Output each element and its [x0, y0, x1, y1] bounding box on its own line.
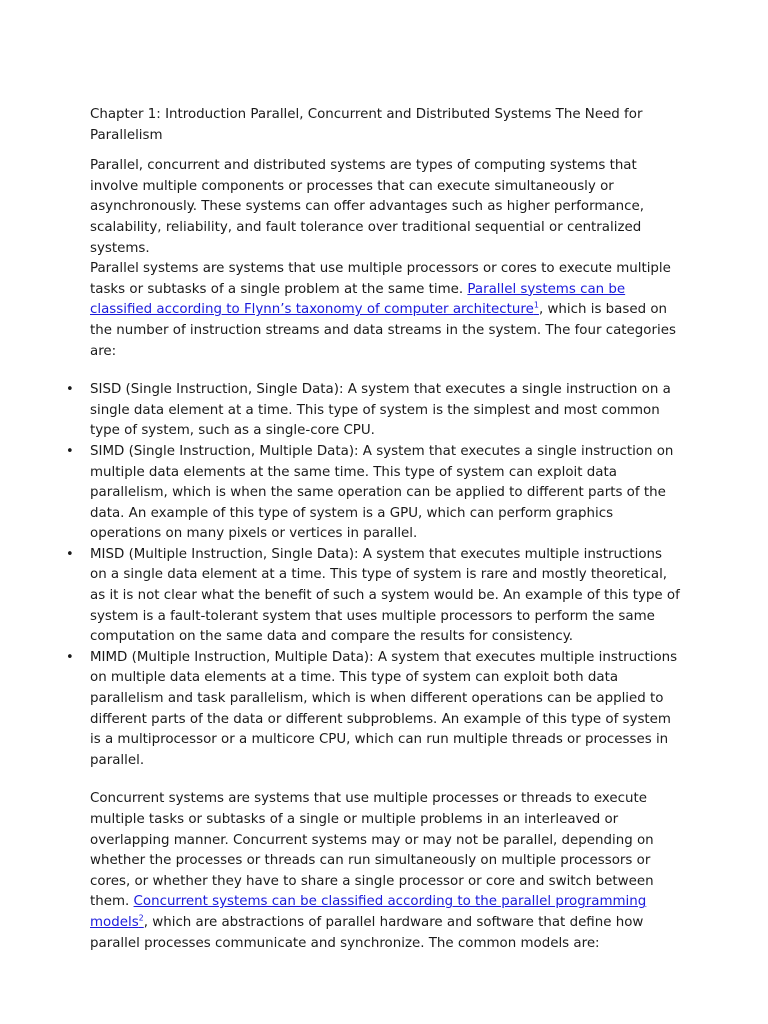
intro-paragraph-2	[90, 259, 682, 362]
flynn-category-list	[66, 380, 682, 771]
list-item-simd	[66, 442, 682, 545]
concurrent-paragraph-text: Concurrent systems are systems that use multiple processes or threads to execute multiple tasks or subtasks of a single or multiple problems in an interleaved or overlapping manner. Concurrent systems may or may not be parallel, depending on whether the processes or threads can run simultaneously on multiple processors or cores, or whether they have to share a single processor or core and switch between them.	[90, 791, 654, 910]
parallel-programming-models-link-text: Concurrent systems can be classified according to the parallel programming models	[90, 894, 647, 930]
bullet-icon: •	[66, 443, 74, 459]
list-item-text: MIMD (Multiple Instruction, Multiple Data): A system that executes multiple instructions on multiple data elements at a time. This type of system can exploit both data parallelism and task parallelism, which is when different operations can be applied to different parts of the data or different subproblems. An example of this type of system is a multiprocessor or a multicore CPU, which can run multiple threads or processes in parallel.	[90, 649, 678, 768]
list-item-sisd	[66, 380, 682, 442]
intro-section	[90, 156, 682, 362]
flynn-taxonomy-link-text: Parallel systems can be classified according to Flynn’s taxonomy of computer architecture	[90, 281, 626, 318]
intro-paragraph-2-text: Parallel systems are systems that use multiple processors or cores to execute multiple tasks or subtasks of a single problem at the same time.	[90, 261, 671, 297]
concurrent-paragraph-tail: , which are abstractions of parallel hardware and software that define how parallel processes communicate and synchronize. The common models are:	[90, 914, 644, 951]
intro-paragraph-2-tail: , which is based on the number of instruction streams and data streams in the system. The four categories are:	[90, 302, 676, 359]
footnote-ref-1: 1	[533, 300, 539, 310]
intro-paragraph-1: Parallel, concurrent and distributed systems are types of computing systems that involve multiple components or processes that can execute simultaneously or asynchronously. These systems can offer advantages such as higher performance, scalability, reliability, and fault tolerance over traditional sequential or centralized systems.	[90, 158, 644, 256]
list-item-text: SIMD (Single Instruction, Multiple Data): A system that executes a single instruction on multiple data elements at the same time. This type of system can exploit data parallelism, which is when the same operation can be applied to different parts of the data. An example of this type of system is a GPU, which can perform graphics operations on many pixels or vertices in parallel.	[90, 443, 674, 542]
list-item-mimd	[66, 648, 682, 772]
concurrent-paragraph	[90, 789, 682, 954]
footnote-ref-2: 2	[138, 913, 144, 923]
chapter-title: Chapter 1: Introduction Parallel, Concurrent and Distributed Systems The Need for Parallelism	[90, 107, 643, 143]
list-item-text: SISD (Single Instruction, Single Data): A system that executes a single instruction on a single data element at a time. This type of system is the simplest and most common type of system, such as a single-core CPU.	[90, 382, 671, 439]
bullet-icon: •	[66, 546, 74, 562]
bullet-icon: •	[66, 382, 74, 398]
list-item-misd	[66, 545, 682, 648]
bullet-icon: •	[66, 649, 74, 665]
document-page	[66, 105, 682, 954]
list-item-text: MISD (Multiple Instruction, Single Data): A system that executes multiple instructions on a single data element at a time. This type of system is rare and mostly theoretical, as it is not clear what the benefit of such a system would be. An example of this type of system is a fault-tolerant system that uses multiple processors to perform the same computation on the same data and compare the results for consistency.	[90, 546, 680, 645]
